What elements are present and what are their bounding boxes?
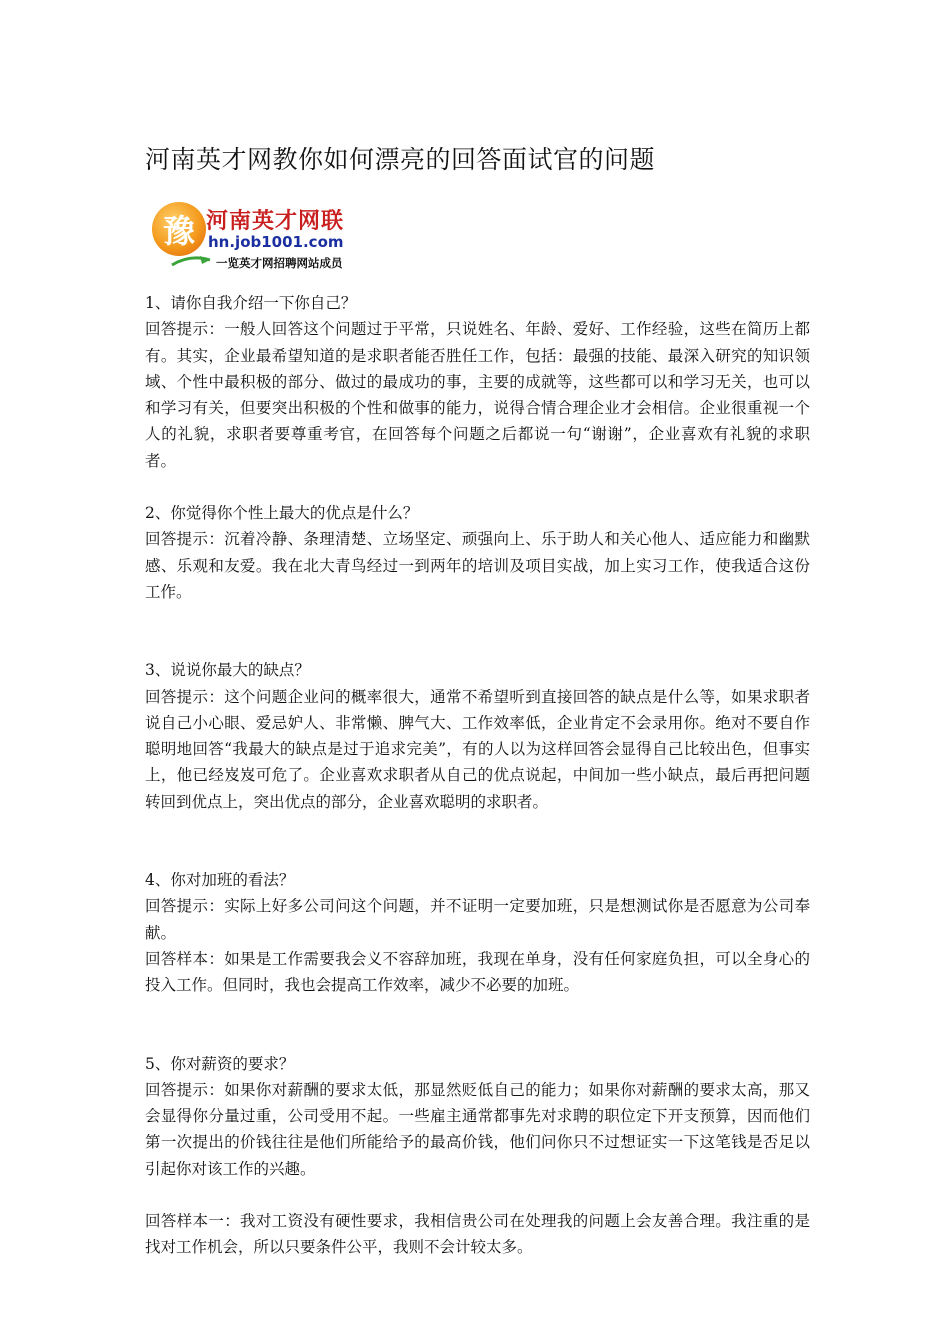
answer-sample-5-1: 回答样本一：我对工资没有硬性要求，我相信贵公司在处理我的问题上会友善合理。我注重的是找对工作机会，所以只要条件公平，我则不会计较太多。 — [145, 1212, 810, 1257]
logo-tagline: 一览英才网招聘网站成员 — [216, 256, 343, 270]
question-5: 5、你对薪资的要求？ — [145, 1054, 295, 1073]
page-title: 河南英才网教你如何漂亮的回答面试官的问题 — [145, 145, 656, 174]
question-4: 4、你对加班的看法？ — [145, 871, 295, 890]
logo-glyph: 豫 — [162, 212, 195, 250]
question-1: 1、请你自我介绍一下你自己？ — [145, 294, 357, 312]
site-logo[interactable] — [150, 200, 370, 275]
answer-sample-4: 回答样本：如果是工作需要我会义不容辞加班，我现在单身，没有任何家庭负担，可以全身心的投入工作。但同时，我也会提高工作效率，减少不必要的加班。 — [145, 949, 810, 995]
answer-hint-1: 回答提示：一般人回答这个问题过于平常，只说姓名、年龄、爱好、工作经验，这些在简历上都有。其实，企业最希望知道的是求职者能否胜任工作，包括：最强的技能、最深入研究的知识领域、个性中最积极的部分、做过的最成功的事，主要的成就等，这些都可以和学习无关，也可以和学习有关，但要突出积极的个性和做事的能力，说得合情合理企业才会相信。企业很重视一个人的礼貌，求职者要尊重考官，在回答每个问题之后都说一句“谢谢”，企业喜欢有礼貌的求职者。 — [145, 320, 810, 470]
logo-url: hn.job1001.com — [208, 233, 344, 251]
question-3: 3、说说你最大的缺点？ — [145, 661, 310, 680]
article-body — [145, 290, 810, 1261]
answer-hint-3: 回答提示：这个问题企业问的概率很大，通常不希望听到直接回答的缺点是什么等，如果求职者说自己小心眼、爱忌妒人、非常懒、脾气大、工作效率低，企业肯定不会录用你。绝对不要自作聪明地回答“我最大的缺点是过于追求完美”，有的人以为这样回答会显得自己比较出色，但事实上，他已经岌岌可危了。企业喜欢求职者从自己的优点说起，中间加一些小缺点，最后再把问题转回到优点上，突出优点的部分，企业喜欢聪明的求职者。 — [145, 687, 810, 811]
swoosh-icon — [170, 252, 212, 268]
logo-name: 河南英才网联 — [206, 209, 345, 234]
answer-hint-2: 回答提示：沉着冷静、条理清楚、立场坚定、顽强向上、乐于助人和关心他人、适应能力和幽默感、乐观和友爱。我在北大青鸟经过一到两年的培训及项目实战，加上实习工作，使我适合这份工作。 — [145, 530, 810, 601]
question-2: 2、你觉得你个性上最大的优点是什么？ — [145, 504, 419, 523]
answer-hint-4: 回答提示：实际上好多公司问这个问题，并不证明一定要加班，只是想测试你是否愿意为公司奉献。 — [145, 897, 810, 942]
answer-hint-5: 回答提示：如果你对薪酬的要求太低，那显然贬低自己的能力；如果你对薪酬的要求太高，那又会显得你分量过重，公司受用不起。一些雇主通常都事先对求聘的职位定下开支预算，因而他们第一次提出的价钱往往是他们所能给予的最高价钱，他们问你只不过想证实一下这笔钱是否足以引起你对该工作的兴趣。 — [145, 1080, 810, 1178]
